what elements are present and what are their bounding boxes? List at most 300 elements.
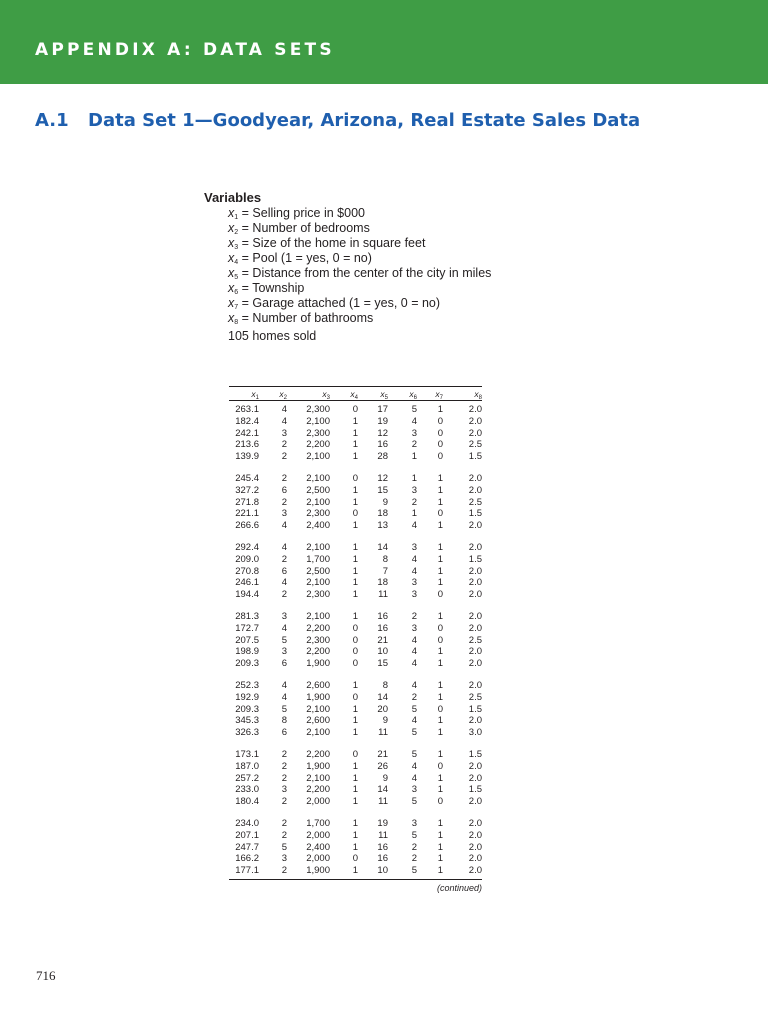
table-cell: 1: [352, 484, 358, 496]
section-title: Data Set 1—Goodyear, Arizona, Real Estate Sales Data: [88, 110, 641, 131]
table-cell: 1: [437, 817, 443, 829]
table-cell: 187.0: [235, 760, 259, 772]
table-cell: 1: [437, 520, 443, 532]
table-cell: 2: [411, 610, 417, 622]
table-cell: 14: [377, 784, 388, 796]
table-cell: 1: [352, 829, 358, 841]
variable-definition: [204, 311, 491, 326]
table-cell: 2,100: [306, 472, 330, 484]
table-cell: 21: [377, 634, 388, 646]
table-cell: 1: [352, 496, 358, 508]
table-cell: 1.5: [468, 784, 482, 796]
table-cell: 2: [281, 817, 287, 829]
table-cell: 14: [377, 691, 388, 703]
table-cell: 4: [411, 772, 417, 784]
table-row: [229, 635, 482, 647]
table-cell: 2,200: [306, 439, 330, 451]
table-cell: 1: [352, 772, 358, 784]
row-group: [229, 473, 482, 532]
table-cell: 2: [281, 772, 287, 784]
table-cell: 172.7: [235, 622, 259, 634]
table-cell: 2,100: [306, 496, 330, 508]
table-cell: 6: [281, 727, 287, 739]
table-cell: 242.1: [235, 427, 259, 439]
table-cell: 1: [352, 796, 358, 808]
table-cell: 2.0: [468, 577, 482, 589]
table-cell: 2: [281, 589, 287, 601]
variable-description: = Size of the home in square feet: [241, 236, 426, 250]
table-cell: 18: [377, 508, 388, 520]
column-header: $x_3$: [322, 389, 330, 401]
table-cell: 2,200: [306, 622, 330, 634]
table-cell: 2,300: [306, 589, 330, 601]
table-cell: 2,400: [306, 520, 330, 532]
table-cell: 1: [352, 841, 358, 853]
table-row: [229, 611, 482, 623]
table-row: [229, 485, 482, 497]
table-row: [229, 439, 482, 451]
table-row: [229, 727, 482, 739]
table-cell: 2: [281, 451, 287, 463]
table-cell: 9: [382, 496, 388, 508]
table-cell: 1: [437, 679, 443, 691]
table-cell: 9: [382, 715, 388, 727]
table-row: [229, 520, 482, 532]
table-row: [229, 589, 482, 601]
variable-subscript: 8: [234, 319, 239, 326]
table-cell: 2,100: [306, 703, 330, 715]
table-cell: 5: [411, 404, 417, 415]
table-cell: 4: [281, 404, 287, 415]
table-cell: 4: [281, 541, 287, 553]
table-cell: 1: [411, 451, 417, 463]
table-cell: 1: [437, 541, 443, 553]
table-cell: 2: [281, 553, 287, 565]
data-table: [229, 386, 482, 893]
table-cell: 247.7: [235, 841, 259, 853]
table-cell: 21: [377, 748, 388, 760]
table-cell: 2.5: [468, 634, 482, 646]
table-cell: 0: [352, 622, 358, 634]
table-cell: 1: [437, 565, 443, 577]
table-cell: 3.0: [468, 727, 482, 739]
table-cell: 4: [281, 691, 287, 703]
table-cell: 2.5: [468, 439, 482, 451]
table-cell: 1: [352, 865, 358, 877]
table-cell: 2.0: [468, 520, 482, 532]
table-cell: 2: [281, 829, 287, 841]
table-cell: 173.1: [235, 748, 259, 760]
table-cell: 6: [281, 565, 287, 577]
table-cell: 2,000: [306, 796, 330, 808]
table-row: [229, 842, 482, 854]
table-cell: 2.0: [468, 658, 482, 670]
table-cell: 2,000: [306, 853, 330, 865]
variables-list: [204, 206, 491, 326]
table-row: [229, 830, 482, 842]
table-cell: 1: [352, 589, 358, 601]
table-cell: 2,100: [306, 727, 330, 739]
table-cell: 192.9: [235, 691, 259, 703]
column-header: $x_7$: [435, 389, 443, 401]
table-cell: 1: [352, 760, 358, 772]
variable-description: = Number of bedrooms: [241, 221, 370, 235]
table-cell: 2,200: [306, 646, 330, 658]
table-cell: 17: [377, 404, 388, 415]
table-cell: 4: [281, 622, 287, 634]
table-cell: 14: [377, 541, 388, 553]
table-cell: 2: [281, 748, 287, 760]
table-cell: 209.3: [235, 658, 259, 670]
table-cell: 1: [437, 484, 443, 496]
column-header: $x_4$: [350, 389, 358, 401]
table-cell: 1,700: [306, 553, 330, 565]
table-cell: 1: [352, 520, 358, 532]
table-cell: 1: [352, 784, 358, 796]
table-cell: 3: [281, 508, 287, 520]
table-cell: 2.0: [468, 853, 482, 865]
table-cell: 2.0: [468, 772, 482, 784]
table-cell: 0: [437, 451, 443, 463]
variable-description: = Selling price in $000: [241, 206, 365, 220]
table-cell: 1.5: [468, 703, 482, 715]
table-cell: 2.0: [468, 817, 482, 829]
table-cell: 5: [411, 829, 417, 841]
table-row: [229, 508, 482, 520]
table-cell: 11: [378, 796, 388, 808]
variables-heading: Variables: [204, 190, 262, 205]
table-cell: 7: [382, 565, 388, 577]
table-cell: 2.0: [468, 841, 482, 853]
table-cell: 4: [411, 679, 417, 691]
variable-definition: [204, 296, 491, 311]
table-cell: 2: [411, 853, 417, 865]
table-cell: 1: [437, 610, 443, 622]
table-cell: 16: [377, 610, 388, 622]
table-cell: 2: [281, 439, 287, 451]
table-cell: 16: [377, 841, 388, 853]
table-cell: 252.3: [235, 679, 259, 691]
table-cell: 1,900: [306, 658, 330, 670]
table-cell: 5: [411, 865, 417, 877]
variable-description: = Garage attached (1 = yes, 0 = no): [241, 296, 441, 310]
row-group: [229, 749, 482, 808]
table-cell: 1,900: [306, 865, 330, 877]
table-row: [229, 416, 482, 428]
table-cell: 2.0: [468, 427, 482, 439]
table-cell: 198.9: [235, 646, 259, 658]
table-cell: 281.3: [235, 610, 259, 622]
table-cell: 5: [411, 703, 417, 715]
table-cell: 166.2: [235, 853, 259, 865]
table-cell: 2.0: [468, 415, 482, 427]
row-group: [229, 404, 482, 463]
table-row: [229, 796, 482, 808]
table-cell: 2,600: [306, 715, 330, 727]
table-cell: 11: [378, 727, 388, 739]
table-cell: 2,300: [306, 508, 330, 520]
table-row: [229, 577, 482, 589]
table-cell: 2: [281, 496, 287, 508]
variable-symbol: x: [228, 221, 235, 235]
table-cell: 1: [437, 472, 443, 484]
table-cell: 234.0: [235, 817, 259, 829]
table-cell: 2.0: [468, 760, 482, 772]
table-cell: 2,500: [306, 484, 330, 496]
table-cell: 2.5: [468, 496, 482, 508]
table-cell: 1,900: [306, 760, 330, 772]
table-row: [229, 853, 482, 865]
table-cell: 2: [411, 439, 417, 451]
table-cell: 180.4: [235, 796, 259, 808]
table-row: [229, 784, 482, 796]
table-cell: 2.0: [468, 610, 482, 622]
table-cell: 3: [281, 784, 287, 796]
table-cell: 2,300: [306, 634, 330, 646]
table-bottom-rule: [229, 879, 482, 880]
variable-symbol: x: [228, 311, 235, 325]
table-cell: 3: [411, 577, 417, 589]
table-cell: 1: [352, 451, 358, 463]
table-row: [229, 542, 482, 554]
variable-definition: [204, 281, 491, 296]
table-cell: 3: [411, 541, 417, 553]
table-cell: 2.0: [468, 472, 482, 484]
table-row: [229, 404, 482, 416]
table-cell: 2,100: [306, 772, 330, 784]
variables-block: [204, 190, 491, 343]
table-cell: 1: [437, 865, 443, 877]
table-cell: 1: [437, 853, 443, 865]
table-cell: 3: [411, 622, 417, 634]
variable-symbol: x: [228, 206, 235, 220]
variable-symbol: x: [228, 236, 235, 250]
table-cell: 1: [437, 646, 443, 658]
row-group: [229, 542, 482, 601]
table-cell: 5: [411, 796, 417, 808]
variable-description: = Distance from the center of the city in miles: [241, 266, 492, 280]
table-cell: 12: [377, 427, 388, 439]
table-cell: 207.5: [235, 634, 259, 646]
variable-subscript: 2: [234, 229, 239, 236]
table-cell: 2,100: [306, 541, 330, 553]
table-cell: 4: [281, 520, 287, 532]
table-cell: 1: [437, 772, 443, 784]
variable-subscript: 6: [234, 289, 239, 296]
table-cell: 2: [411, 496, 417, 508]
table-cell: 1.5: [468, 451, 482, 463]
table-cell: 2,500: [306, 565, 330, 577]
variable-symbol: x: [228, 296, 235, 310]
table-cell: 18: [377, 577, 388, 589]
variable-description: = Number of bathrooms: [241, 311, 374, 325]
table-cell: 3: [281, 427, 287, 439]
table-cell: 2.0: [468, 679, 482, 691]
table-cell: 1: [352, 715, 358, 727]
table-row: [229, 715, 482, 727]
table-cell: 5: [411, 748, 417, 760]
variable-definition: [204, 251, 491, 266]
table-cell: 4: [281, 679, 287, 691]
table-cell: 16: [377, 622, 388, 634]
table-cell: 0: [352, 658, 358, 670]
table-cell: 2,000: [306, 829, 330, 841]
variable-subscript: 1: [234, 214, 239, 221]
table-row: [229, 692, 482, 704]
table-cell: 221.1: [235, 508, 259, 520]
table-cell: 1: [411, 472, 417, 484]
appendix-banner: [0, 0, 768, 84]
table-cell: 1: [352, 439, 358, 451]
table-cell: 2: [411, 841, 417, 853]
table-cell: 8: [382, 553, 388, 565]
table-row: [229, 623, 482, 635]
table-cell: 0: [352, 748, 358, 760]
homes-sold-note: 105 homes sold: [228, 329, 317, 343]
table-row: [229, 773, 482, 785]
table-cell: 233.0: [235, 784, 259, 796]
table-cell: 1.5: [468, 553, 482, 565]
table-cell: 4: [281, 415, 287, 427]
table-cell: 4: [411, 565, 417, 577]
table-cell: 3: [411, 589, 417, 601]
table-cell: 11: [378, 589, 388, 601]
table-cell: 1: [437, 404, 443, 415]
table-cell: 8: [382, 679, 388, 691]
table-row: [229, 497, 482, 509]
table-cell: 2.0: [468, 622, 482, 634]
table-cell: 2: [281, 760, 287, 772]
table-cell: 2,200: [306, 784, 330, 796]
table-cell: 10: [377, 865, 388, 877]
table-cell: 5: [281, 634, 287, 646]
table-cell: 326.3: [235, 727, 259, 739]
table-cell: 3: [411, 817, 417, 829]
table-cell: 0: [437, 415, 443, 427]
variable-subscript: 5: [234, 274, 239, 281]
table-cell: 139.9: [235, 451, 259, 463]
table-cell: 0: [437, 622, 443, 634]
table-cell: 194.4: [235, 589, 259, 601]
section-number: A.1: [35, 110, 69, 131]
table-row: [229, 818, 482, 830]
column-header: $x_6$: [409, 389, 417, 401]
table-cell: 4: [411, 760, 417, 772]
variable-subscript: 4: [234, 259, 239, 266]
section-heading: [35, 110, 640, 131]
table-cell: 2.5: [468, 691, 482, 703]
table-cell: 263.1: [235, 404, 259, 415]
table-cell: 266.6: [235, 520, 259, 532]
variable-symbol: x: [228, 281, 235, 295]
table-cell: 1: [437, 496, 443, 508]
table-cell: 12: [377, 472, 388, 484]
table-cell: 10: [377, 646, 388, 658]
table-cell: 4: [411, 646, 417, 658]
table-cell: 1: [437, 577, 443, 589]
table-cell: 3: [411, 784, 417, 796]
table-cell: 292.4: [235, 541, 259, 553]
page-number: 716: [36, 968, 56, 983]
table-cell: 2.0: [468, 404, 482, 415]
table-cell: 26: [377, 760, 388, 772]
column-header: $x_1$: [251, 389, 259, 401]
table-cell: 1: [352, 727, 358, 739]
table-row: [229, 554, 482, 566]
table-cell: 0: [437, 760, 443, 772]
table-cell: 13: [377, 520, 388, 532]
table-body: [229, 404, 482, 877]
table-cell: 1: [352, 553, 358, 565]
column-header: $x_2$: [279, 389, 287, 401]
table-row: [229, 646, 482, 658]
table-cell: 2.0: [468, 829, 482, 841]
table-cell: 1: [352, 703, 358, 715]
table-cell: 1: [437, 658, 443, 670]
table-cell: 16: [377, 439, 388, 451]
table-cell: 1: [437, 841, 443, 853]
table-cell: 3: [281, 646, 287, 658]
table-cell: 0: [437, 589, 443, 601]
row-group: [229, 680, 482, 739]
variable-subscript: 7: [234, 304, 239, 311]
table-cell: 1: [352, 415, 358, 427]
table-cell: 207.1: [235, 829, 259, 841]
table-cell: 177.1: [235, 865, 259, 877]
variable-description: = Pool (1 = yes, 0 = no): [241, 251, 372, 265]
variable-definition: [204, 221, 491, 236]
table-cell: 1: [437, 715, 443, 727]
table-cell: 2,100: [306, 577, 330, 589]
table-cell: 1: [437, 553, 443, 565]
table-cell: 5: [411, 727, 417, 739]
variable-subscript: 3: [234, 244, 239, 251]
table-cell: 182.4: [235, 415, 259, 427]
table-cell: 1.5: [468, 748, 482, 760]
table-cell: 2.0: [468, 646, 482, 658]
table-cell: 2.0: [468, 865, 482, 877]
table-cell: 2.0: [468, 565, 482, 577]
table-cell: 3: [281, 610, 287, 622]
table-cell: 15: [377, 658, 388, 670]
table-row: [229, 428, 482, 440]
table-cell: 8: [281, 715, 287, 727]
column-header: $x_5$: [380, 389, 388, 401]
table-cell: 0: [437, 427, 443, 439]
table-cell: 3: [411, 484, 417, 496]
table-cell: 15: [377, 484, 388, 496]
table-cell: 270.8: [235, 565, 259, 577]
table-cell: 1: [352, 610, 358, 622]
table-cell: 4: [411, 634, 417, 646]
table-cell: 4: [281, 577, 287, 589]
row-group: [229, 611, 482, 670]
table-cell: 1: [352, 565, 358, 577]
table-cell: 0: [352, 404, 358, 415]
table-cell: 2: [281, 472, 287, 484]
table-cell: 2.0: [468, 796, 482, 808]
table-cell: 2,100: [306, 415, 330, 427]
table-cell: 2: [281, 796, 287, 808]
table-cell: 16: [377, 853, 388, 865]
table-row: [229, 658, 482, 670]
table-cell: 5: [281, 841, 287, 853]
table-header: [229, 387, 482, 401]
table-cell: 2: [411, 691, 417, 703]
table-cell: 11: [378, 829, 388, 841]
table-cell: 2,100: [306, 451, 330, 463]
table-cell: 257.2: [235, 772, 259, 784]
